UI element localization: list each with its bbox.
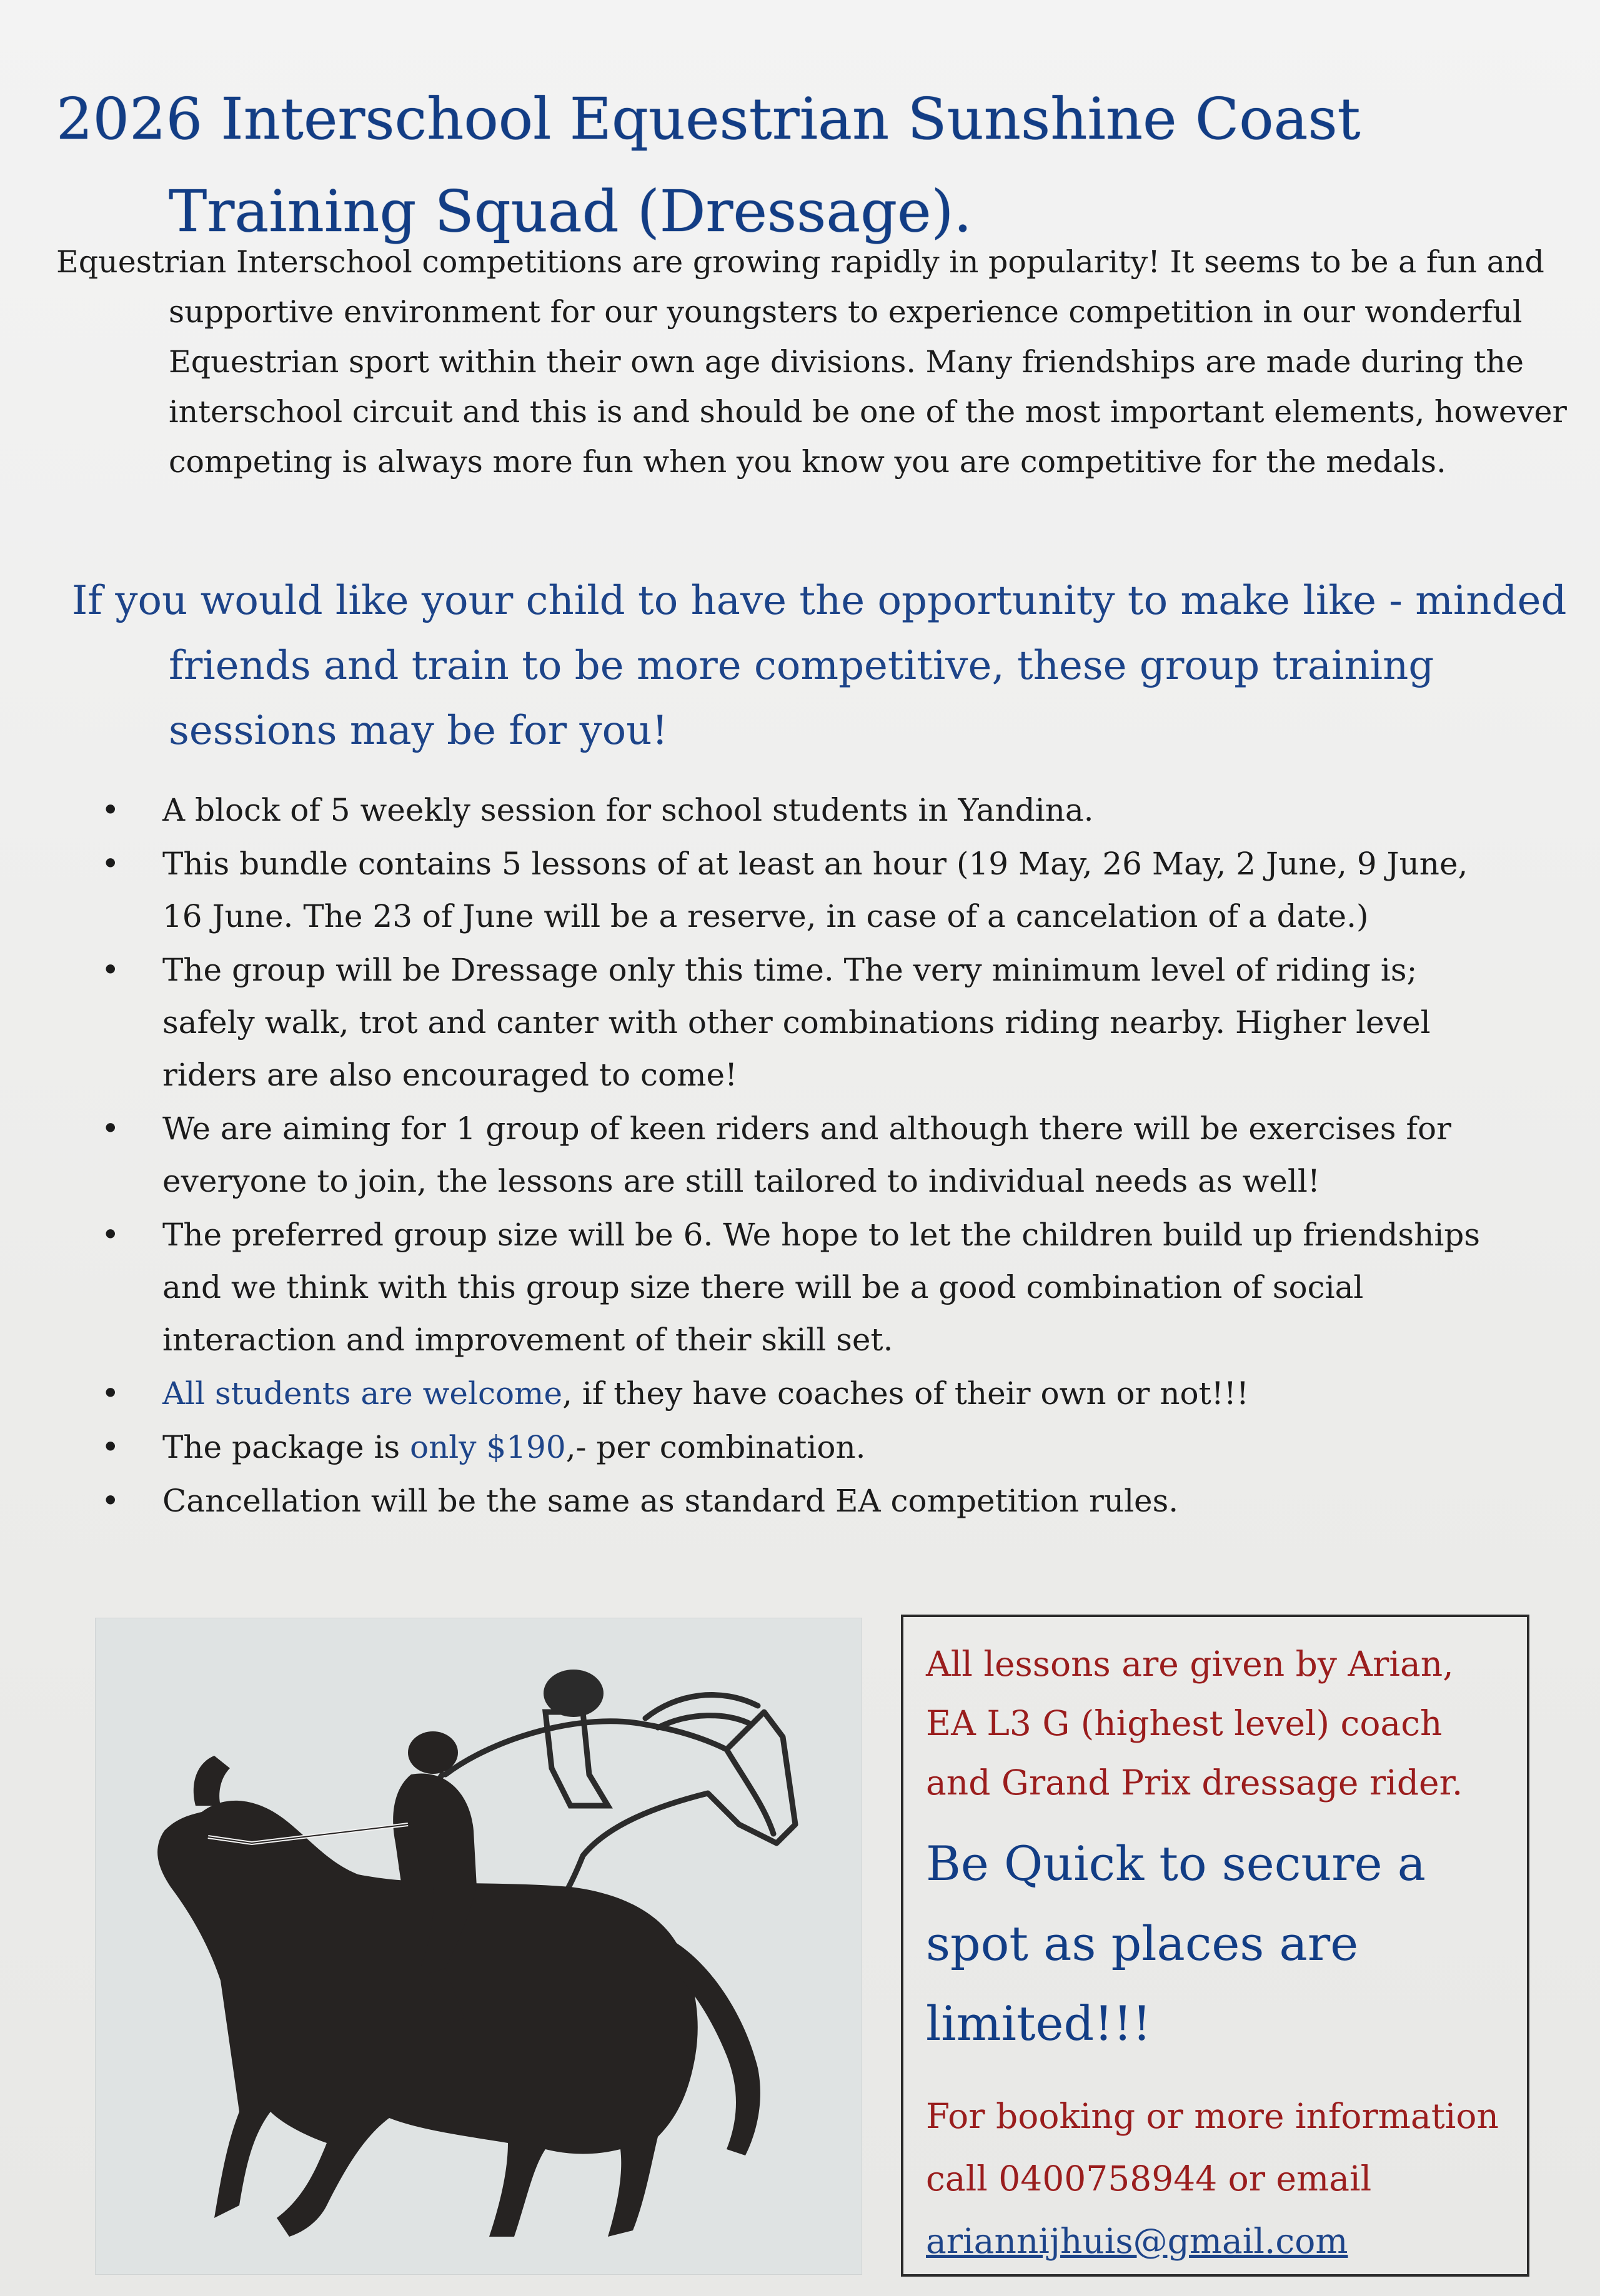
page-title	[56, 73, 1493, 258]
title-line-1: 2026 Interschool Equestrian Sunshine Coast	[56, 85, 1361, 152]
bullet-list	[94, 784, 1499, 1528]
coach-info: All lessons are given by Arian, EA L3 G (highest level) coach and Grand Prix dressage rider.	[926, 1644, 1463, 1803]
intro-paragraph: Equestrian Interschool competitions are growing rapidly in popularity! It seems to be a fun and supportive environment for our youngsters to experience competition in our wonderful Equestrian sport within their own age divisions. Many friendships are made during the interschool circuit and this is and should be one of the most important elements, however competing is always more fun when you know you are competitive for the medals.	[56, 244, 1567, 480]
urgency-message: Be Quick to secure a spot as places are limited!!!	[926, 1836, 1426, 2051]
callout-text: If you would like your child to have the opportunity to make like - minded friends and train to be more competitive, these group training sessions may be for you!	[72, 578, 1567, 754]
welcome-highlight: All students are welcome	[162, 1375, 563, 1412]
bullet-item: • The group will be Dressage only this time. The very minimum level of riding is; safely walk, trot and canter with other combinations riding nearby. Higher level riders are also encouraged to come!	[94, 944, 1499, 1101]
bullet-item: • A block of 5 weekly session for school students in Yandina.	[94, 784, 1499, 836]
price-before: The package is	[162, 1429, 410, 1465]
bullet-item: • The preferred group size will be 6. We hope to let the children build up friendships and we think with this group size there will be a good combination of social interaction and improvement of their skill set.	[94, 1209, 1499, 1366]
bullet-item: • We are aiming for 1 group of keen riders and although there will be exercises for everyone to join, the lessons are still tailored to individual needs as well!	[94, 1102, 1499, 1207]
price-after: ,- per combination.	[565, 1429, 866, 1465]
horses-silhouette-icon	[96, 1618, 862, 2274]
booking-info	[926, 2085, 1508, 2272]
info-box	[901, 1615, 1529, 2277]
bullet-item-price	[94, 1421, 1499, 1473]
title-line-2: Training Squad (Dressage).	[169, 177, 972, 245]
bullet-item: • This bundle contains 5 lessons of at least an hour (19 May, 26 May, 2 June, 9 June, 16 June. The 23 of June will be a reserve, in case of a cancelation of a date.)	[94, 838, 1499, 943]
booking-text: For booking or more information call 0400758944 or email	[926, 2096, 1499, 2199]
email-link[interactable]: ariannijhuis@gmail.com	[926, 2221, 1348, 2261]
welcome-rest: , if they have coaches of their own or not!!!	[562, 1375, 1250, 1412]
horses-illustration	[95, 1618, 862, 2275]
bullet-item-welcome	[94, 1367, 1499, 1420]
bullet-item-cancel: • Cancellation will be the same as standard EA competition rules.	[94, 1475, 1499, 1527]
price-highlight: only $190	[410, 1429, 566, 1465]
